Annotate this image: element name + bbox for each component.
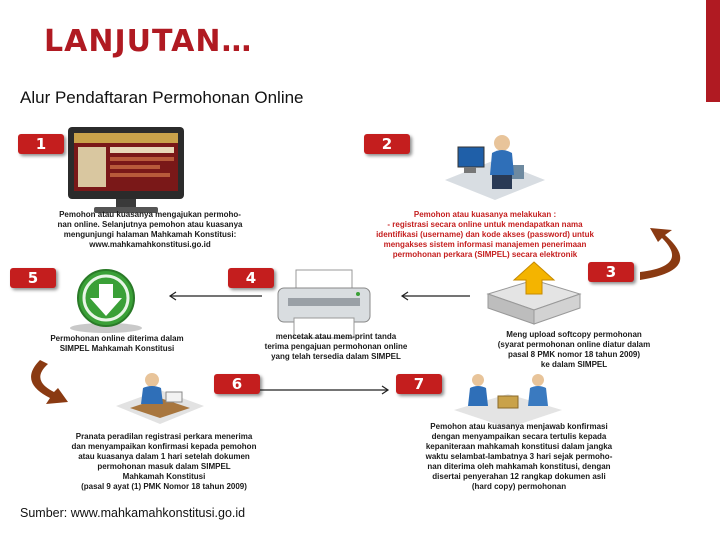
slide-title: LANJUTAN… — [44, 24, 253, 59]
step-badge-3: 3 — [588, 262, 634, 282]
source-citation: Sumber: www.mahkamahkonstitusi.go.id — [20, 506, 246, 520]
step-3-caption: Meng upload softcopy permohonan (syarat permohonan online diatur dalam pasal 8 PMK nomor 18 tahun 2009) ke dalam SIMPEL — [497, 330, 651, 369]
step-badge-6: 6 — [214, 374, 260, 394]
slide-subtitle: Alur Pendaftaran Permohonan Online — [20, 88, 304, 107]
step-2-caption: Pemohon atau kuasanya melakukan : - registrasi secara online untuk mendapatkan nama identifikasi (username) dan kode akses (password) untuk mengakses sistem informasi manajemen penerimaan permohonan perkara (SIMPEL) secara elektronik — [376, 210, 594, 259]
step-badge-4: 4 — [228, 268, 274, 288]
arrow-3-to-4 — [402, 292, 470, 300]
step-badge-7: 7 — [396, 374, 442, 394]
accent-bar — [706, 0, 720, 102]
step-6-caption: Pranata peradilan registrasi perkara menerima dan menyampaikan konfirmasi kepada pemohon atau kuasanya dalam 1 hari setelah dokumen permohonan masuk dalam SIMPEL Mahkamah Konstitusi (pasal 9 ayat (1) PMK Nomor 18 tahun 2009) — [71, 432, 257, 491]
arrow-3-to-2-curve — [640, 228, 680, 280]
step-badge-2: 2 — [364, 134, 410, 154]
step-4-caption: mencetak atau mem-print tanda terima pengajuan permohonan online yang telah tersedia dalam SIMPEL — [264, 332, 408, 361]
step-5-caption: Permohonan online diterima dalam SIMPEL Mahkamah Konstitusi — [50, 334, 184, 353]
step-badge-5: 5 — [10, 268, 56, 288]
arrow-4-to-5 — [170, 292, 262, 300]
step-7-caption: Pemohon atau kuasanya menjawab konfirmasi dengan menyampaikan secara tertulis kepada kepaniteraan mahkamah konstitusi dalam jangka waktu selambat-lambatnya 3 hari sejak permoho- nan diterima oleh mahkamah konstitusi, dengan disertai penyerahan 12 rangkap dokumen asli (hard copy) permohonan — [425, 422, 613, 491]
step-badge-1: 1 — [18, 134, 64, 154]
arrow-5-to-6-curve — [31, 360, 68, 404]
step-1-caption: Pemohon atau kuasanya mengajukan permoho- nan online. Selanjutnya pemohon atau kuasanya mengunjungi halaman Mahkamah Konstitusi: www.mahkamahkonstitusi.go.id — [57, 210, 243, 249]
registration-flow-figure — [0, 120, 706, 500]
